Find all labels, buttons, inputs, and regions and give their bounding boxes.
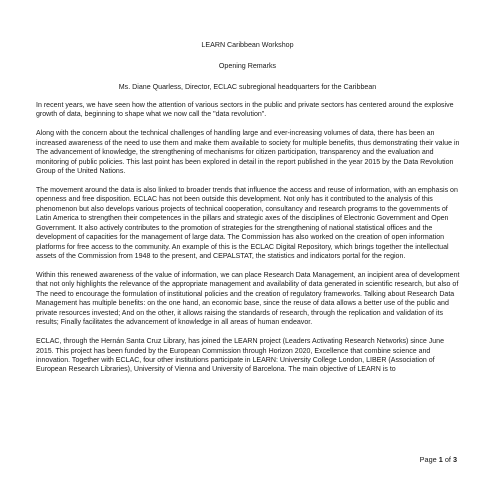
paragraph-2: Along with the concern about the technical challenges of handling large and ever-increasing volumes of data, there has been an increased awareness of the need to use them and make them available to society for multiple benefits, thus demonstrating their value in The advancement of knowledge, the strengthening of mechanisms for citizen participation, transparency and the evaluation and monitoring of public policies. This last point has been explored in detail in the report published in the year 2015 by the Data Revolution Group of the United Nations. xyxy=(36,130,460,176)
of-label: of xyxy=(444,455,451,464)
current-page-number: 1 xyxy=(438,455,443,464)
document-title: LEARN Caribbean Workshop xyxy=(201,41,294,49)
total-pages-number: 3 xyxy=(452,455,457,464)
document-subtitle: Opening Remarks xyxy=(218,62,277,70)
speaker-line: Ms. Diane Quarless, Director, ECLAC subregional headquarters for the Caribbean xyxy=(118,83,377,91)
paragraph-5: ECLAC, through the Hernán Santa Cruz Library, has joined the LEARN project (Leaders Activating Research Networks) since June 2015. This project has been funded by the European Commission through Horizon 2020, Excellence that combine science and innovation. Together with ECLAC, four other institutions participate in LEARN: University College London, LIBER (Association of European Research Libraries), University of Vienna and University of Barcelona. The main objective of LEARN is to xyxy=(36,338,445,374)
paragraph-4: Within this renewed awareness of the value of information, we can place Research Data Management, an incipient area of development that not only highlights the relevance of the appropriate management and availability of data generated in scientific research, but also of The need to encourage the formulation of institutional policies and the creation of regulatory frameworks. Talking about Research Data Management has multiple benefits: on the one hand, an economic base, since the reuse of data allows a better use of the public and private resources invested; And on the other, it allows raising the standards of research, through the replication and validation of its results; Finally facilitates the advancement of knowledge in all areas of human endeavor. xyxy=(36,271,460,327)
paragraph-3: The movement around the data is also linked to broader trends that influence the access and reuse of information, with an emphasis on openness and free disposition. ECLAC has not been outside this development. Not only has it contributed to the analysis of this phenomenon but also develops various projects of technical cooperation, consultancy and research programs to the governments of Latin America to strengthen their competences in the pillars and strategic axes of the disciplines of Electronic Government and Open Government. It also actively contributes to the promotion of strategies for the strengthening of national statistical offices and the development of capacities for the management of large data. The Commission has also worked on the creation of open information platforms for free access to the community. An example of this is the ECLAC Digital Repository, which brings together the intellectual assets of the Commission from 1948 to the present, and CEPALSTAT, the statistics and indicators portal for the region. xyxy=(36,186,458,261)
page-number-footer xyxy=(420,455,457,464)
page-label: Page xyxy=(419,455,437,464)
paragraph-1: In recent years, we have seen how the attention of various sectors in the public and private sectors has centered around the explosive growth of data, beginning to shape what we now call the "data revolution". xyxy=(36,102,454,119)
